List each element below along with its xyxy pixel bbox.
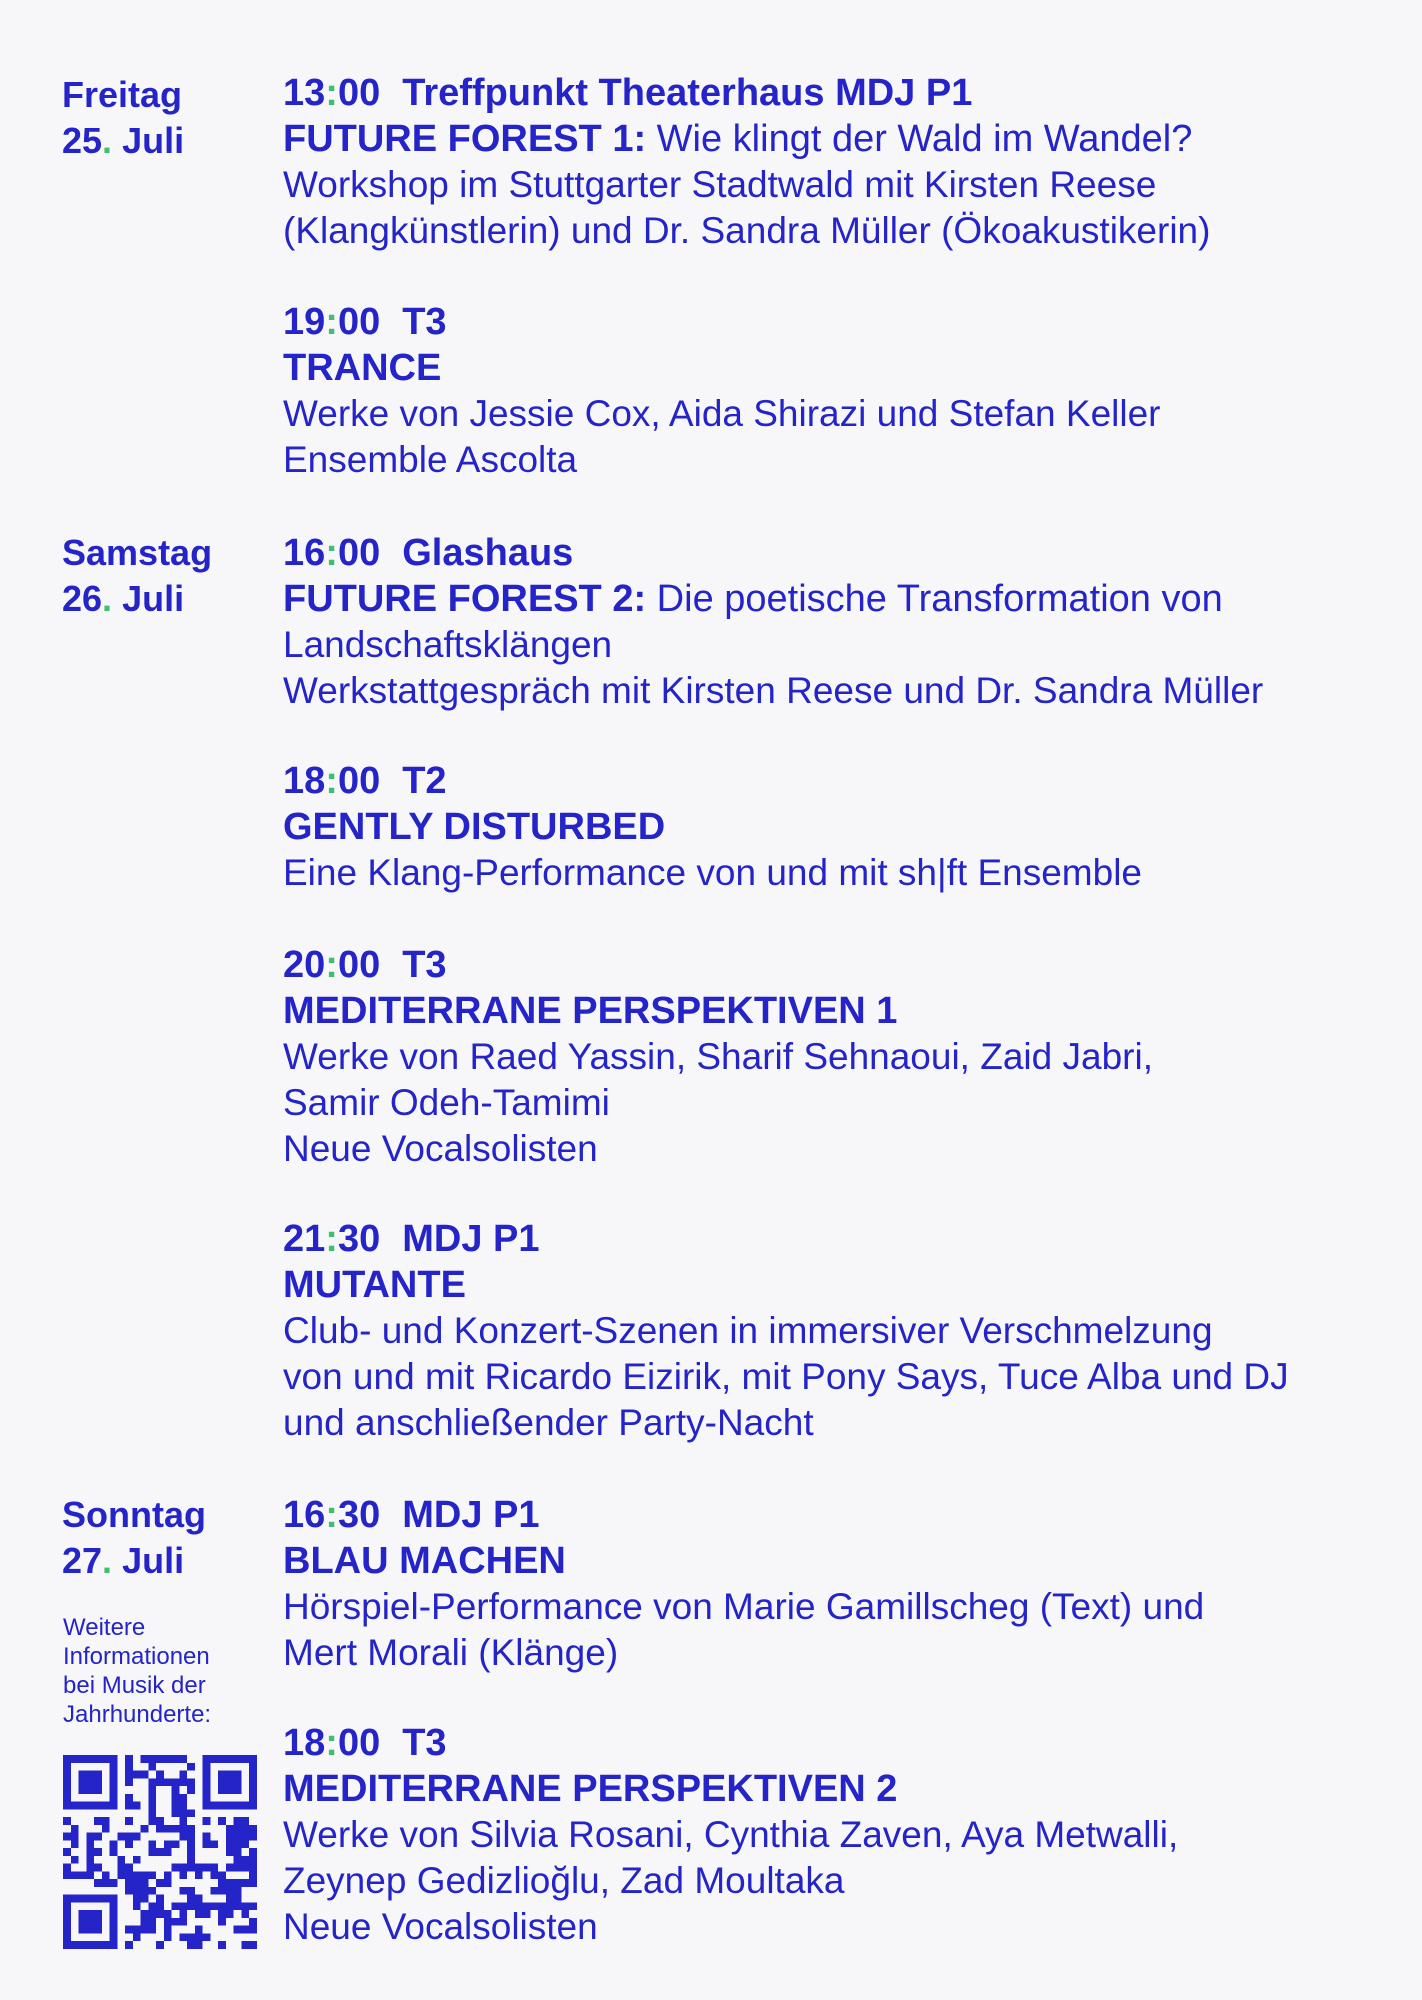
- event-description: von und mit Ricardo Eizirik, mit Pony Says, Tuce Alba und DJ: [283, 1356, 1289, 1397]
- event-title: MEDITERRANE PERSPEKTIVEN 2: [283, 1768, 898, 1810]
- event-blau-machen: [283, 1492, 1393, 1676]
- event-description: Neue Vocalsolisten: [283, 1906, 598, 1947]
- day-date: 25. Juli: [62, 120, 185, 161]
- event-gently-disturbed: [283, 758, 1393, 896]
- day-date: 27. Juli: [62, 1540, 185, 1581]
- event-description: Werkstattgespräch mit Kirsten Reese und Dr. Sandra Müller: [283, 670, 1264, 711]
- event-title: FUTURE FOREST 1: Wie klingt der Wald im Wandel?: [283, 118, 1193, 160]
- event-title: TRANCE: [283, 347, 442, 389]
- event-time-venue: 16:30 MDJ P1: [283, 1494, 540, 1536]
- event-description: Workshop im Stuttgarter Stadtwald mit Kirsten Reese: [283, 164, 1157, 205]
- day-weekday: Freitag: [62, 74, 183, 115]
- event-time-venue: 19:00 T3: [283, 301, 447, 343]
- event-description: Samir Odeh-Tamimi: [283, 1082, 610, 1123]
- event-title: MEDITERRANE PERSPEKTIVEN 1: [283, 990, 898, 1032]
- event-mediterrane-perspektiven-1: [283, 942, 1393, 1172]
- event-description: Club- und Konzert-Szenen in immersiver Verschmelzung: [283, 1310, 1213, 1351]
- info-line: Jahrhunderte:: [63, 1701, 212, 1728]
- event-time-venue: 16:00 Glashaus: [283, 532, 574, 574]
- event-description: Hörspiel-Performance von Marie Gamillscheg (Text) und: [283, 1586, 1205, 1627]
- info-note: [63, 1613, 263, 1729]
- event-description: Werke von Raed Yassin, Sharif Sehnaoui, Zaid Jabri,: [283, 1036, 1153, 1077]
- day-weekday: Samstag: [62, 532, 213, 573]
- event-future-forest-1: [283, 70, 1393, 254]
- day-label-sunday: [62, 1492, 262, 1584]
- event-title: MUTANTE: [283, 1264, 466, 1306]
- event-description: Eine Klang-Performance von und mit sh|ft Ensemble: [283, 852, 1142, 893]
- day-label-saturday: [62, 530, 262, 622]
- day-weekday: Sonntag: [62, 1494, 206, 1535]
- event-title: GENTLY DISTURBED: [283, 806, 666, 848]
- event-mediterrane-perspektiven-2: [283, 1720, 1393, 1950]
- info-line: Informationen: [63, 1643, 210, 1670]
- day-date: 26. Juli: [62, 578, 185, 619]
- event-description: Werke von Silvia Rosani, Cynthia Zaven, Aya Metwalli,: [283, 1814, 1179, 1855]
- event-title: BLAU MACHEN: [283, 1540, 566, 1582]
- event-time-venue: 21:30 MDJ P1: [283, 1218, 540, 1260]
- event-description: Werke von Jessie Cox, Aida Shirazi und Stefan Keller: [283, 393, 1161, 434]
- info-line: bei Musik der: [63, 1672, 206, 1699]
- event-trance: [283, 299, 1393, 483]
- event-description: Ensemble Ascolta: [283, 439, 578, 480]
- event-description: (Klangkünstlerin) und Dr. Sandra Müller (Ökoakustikerin): [283, 210, 1211, 251]
- event-mutante: [283, 1216, 1393, 1446]
- qr-code-icon[interactable]: [63, 1755, 257, 1949]
- event-description: Zeynep Gedizlioğlu, Zad Moultaka: [283, 1860, 845, 1901]
- day-label-friday: [62, 72, 262, 164]
- qr-code-icon[interactable]: [63, 1755, 257, 1949]
- event-title: FUTURE FOREST 2: Die poetische Transformation von: [283, 578, 1223, 620]
- event-description: Neue Vocalsolisten: [283, 1128, 598, 1169]
- event-time-venue: 13:00 Treffpunkt Theaterhaus MDJ P1: [283, 72, 973, 114]
- info-line: Weitere: [63, 1614, 146, 1641]
- event-time-venue: 20:00 T3: [283, 944, 447, 986]
- event-description: Landschaftsklängen: [283, 624, 613, 665]
- event-time-venue: 18:00 T3: [283, 1722, 447, 1764]
- event-future-forest-2: [283, 530, 1393, 714]
- event-description: Mert Morali (Klänge): [283, 1632, 619, 1673]
- event-time-venue: 18:00 T2: [283, 760, 447, 802]
- event-description: und anschließender Party-Nacht: [283, 1402, 814, 1443]
